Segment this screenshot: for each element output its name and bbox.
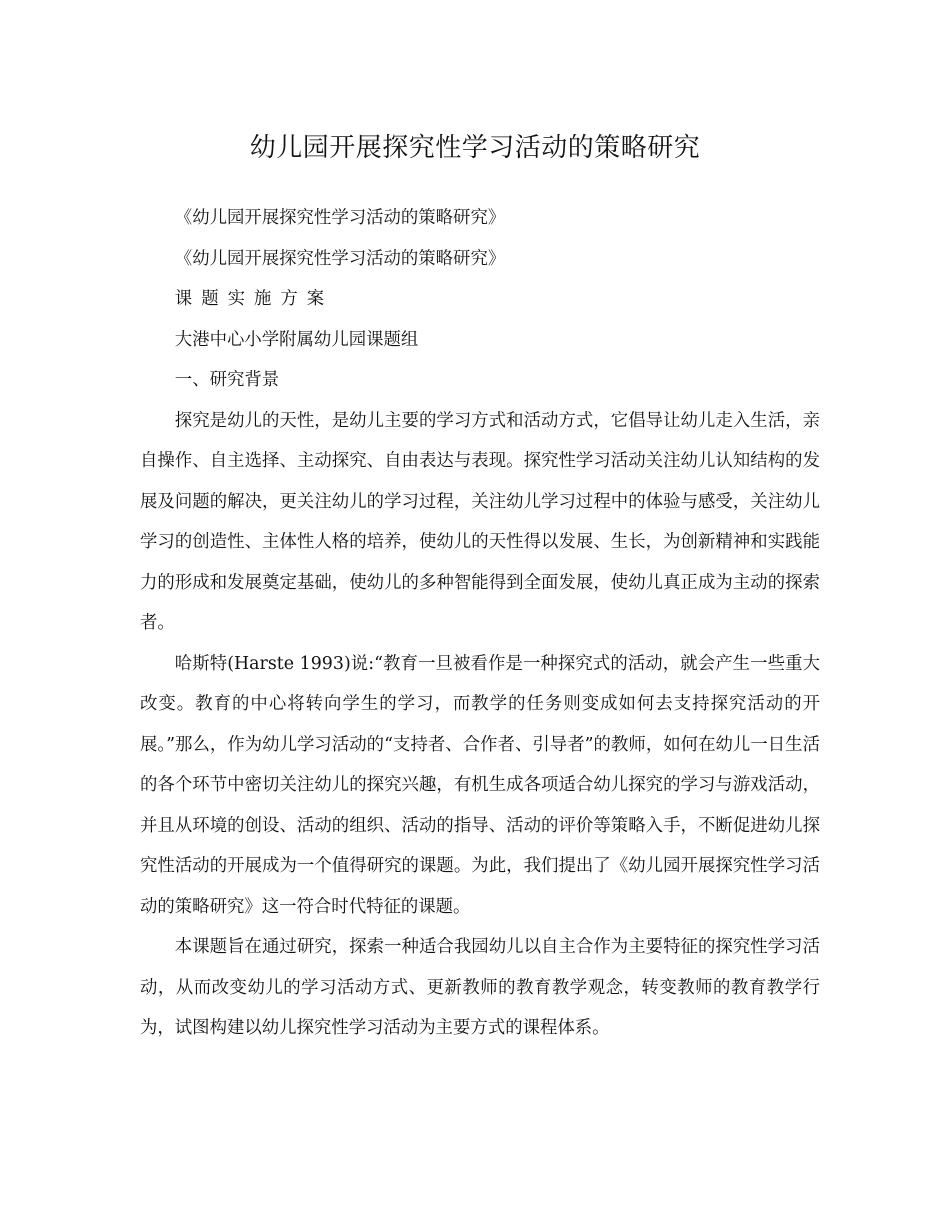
section-heading: 一、研究背景 — [174, 370, 280, 390]
body-paragraph: 本课题旨在通过研究，探索一种适合我园幼儿以自主合作为主要特征的探究性学习活动，从而改变幼儿的学习活动方式、更新教师的教育教学观念，转变教师的教育教学行为，试图构建以幼儿探究性学习活动为主要方式的课程体系。 — [140, 937, 820, 1038]
subtitle-line-2: 《幼儿园开展探究性学习活动的策略研究》 — [174, 248, 506, 269]
body-paragraph: 哈斯特(Harste 1993)说:“教育一旦被看作是一种探究式的活动，就会产生一些重大改变。教育的中心将转向学生的学习，而教学的任务则变成如何去支持探究活动的开展。”那么，作为幼儿学习活动的“支持者、合作者、引导者”的教师，如何在幼儿一日生活的各个环节中密切关注幼儿的探究兴趣，有机生成各项适合幼儿探究的学习与游戏活动，并且从环境的创设、活动的组织、活动的指导、活动的评价等策略入手，不断促进幼儿探究性活动的开展成为一个值得研究的课题。为此，我们提出了《幼儿园开展探究性学习活动的策略研究》这一符合时代特征的课题。 — [140, 653, 820, 917]
subtitle-line-1: 《幼儿园开展探究性学习活动的策略研究》 — [174, 208, 506, 228]
author-group: 大港中心小学附属幼儿园课题组 — [174, 329, 419, 350]
document-title: 幼儿园开展探究性学习活动的策略研究 — [249, 133, 701, 163]
body-paragraph: 探究是幼儿的天性，是幼儿主要的学习方式和活动方式，它倡导让幼儿走入生活，亲自操作、自主选择、主动探究、自由表达与表现。探究性学习活动关注幼儿认知结构的发展及问题的解决，更关注幼儿的学习过程，关注幼儿学习过程中的体验与感受，关注幼儿学习的创造性、主体性人格的培养，使幼儿的天性得以发展、生长，为创新精神和实践能力的形成和发展奠定基础，使幼儿的多种智能得到全面发展，使幼儿真正成为主动的探索者。 — [140, 410, 820, 633]
document-body — [140, 198, 820, 1049]
plan-heading: 课题实施方案 — [174, 289, 334, 309]
